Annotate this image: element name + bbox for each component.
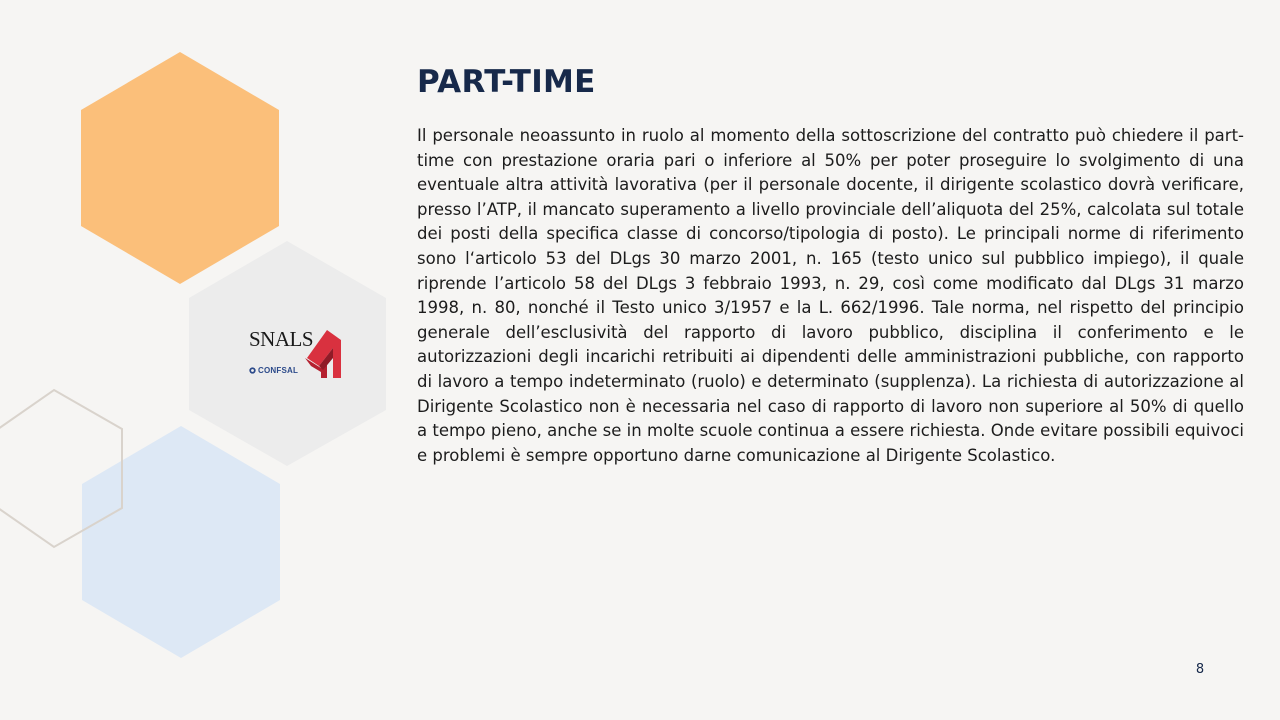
snals-flag-icon (297, 328, 343, 380)
logo-wordmark: SNALS (249, 327, 314, 351)
confsal-seal-icon (249, 367, 256, 374)
slide-title: PART-TIME (417, 64, 596, 100)
slide-body-text: Il personale neoassunto in ruolo al momento della sottoscrizione del contratto può chiedere il part-time con prestazione oraria pari o inferiore al 50% per poter proseguire lo svolgimento di una eventuale altra attività lavorativa (per il personale docente, il dirigente scolastico dovrà verificare, presso l’ATP, il mancato superamento a livello provinciale dell’aliquota del 25%, calcolata sul totale dei posti della specifica classe di concorso/tipologia di posto). Le principali norme di riferimento sono l‘articolo 53 del DLgs 30 marzo 2001, n. 165 (testo unico sul pubblico impiego), il quale riprende l’articolo 58 del DLgs 3 febbraio 1993, n. 29, così come modificato dal DLgs 31 marzo 1998, n. 80, nonché il Testo unico 3/1957 e la L. 662/1996. Tale norma, nel rispetto del principio generale dell’esclusività del rapporto di lavoro pubblico, disciplina il conferimento e le autorizzazioni degli incarichi retribuiti ai dipendenti delle amministrazioni pubbliche, con rapporto di lavoro a tempo indeterminato (ruolo) e determinato (supplenza). La richiesta di autorizzazione al Dirigente Scolastico non è necessaria nel caso di rapporto di lavoro non superiore al 50% di quello a tempo pieno, anche se in molte scuole continua a essere richiesta. Onde evitare possibili equivoci e problemi è sempre opportuno darne comunicazione al Dirigente Scolastico. (417, 126, 1244, 465)
blue-hexagon (82, 426, 280, 658)
snals-confsal-logo (245, 325, 345, 381)
page-number: 8 (1195, 662, 1205, 677)
orange-hexagon (81, 52, 279, 284)
logo-subtext: CONFSAL (258, 366, 299, 375)
